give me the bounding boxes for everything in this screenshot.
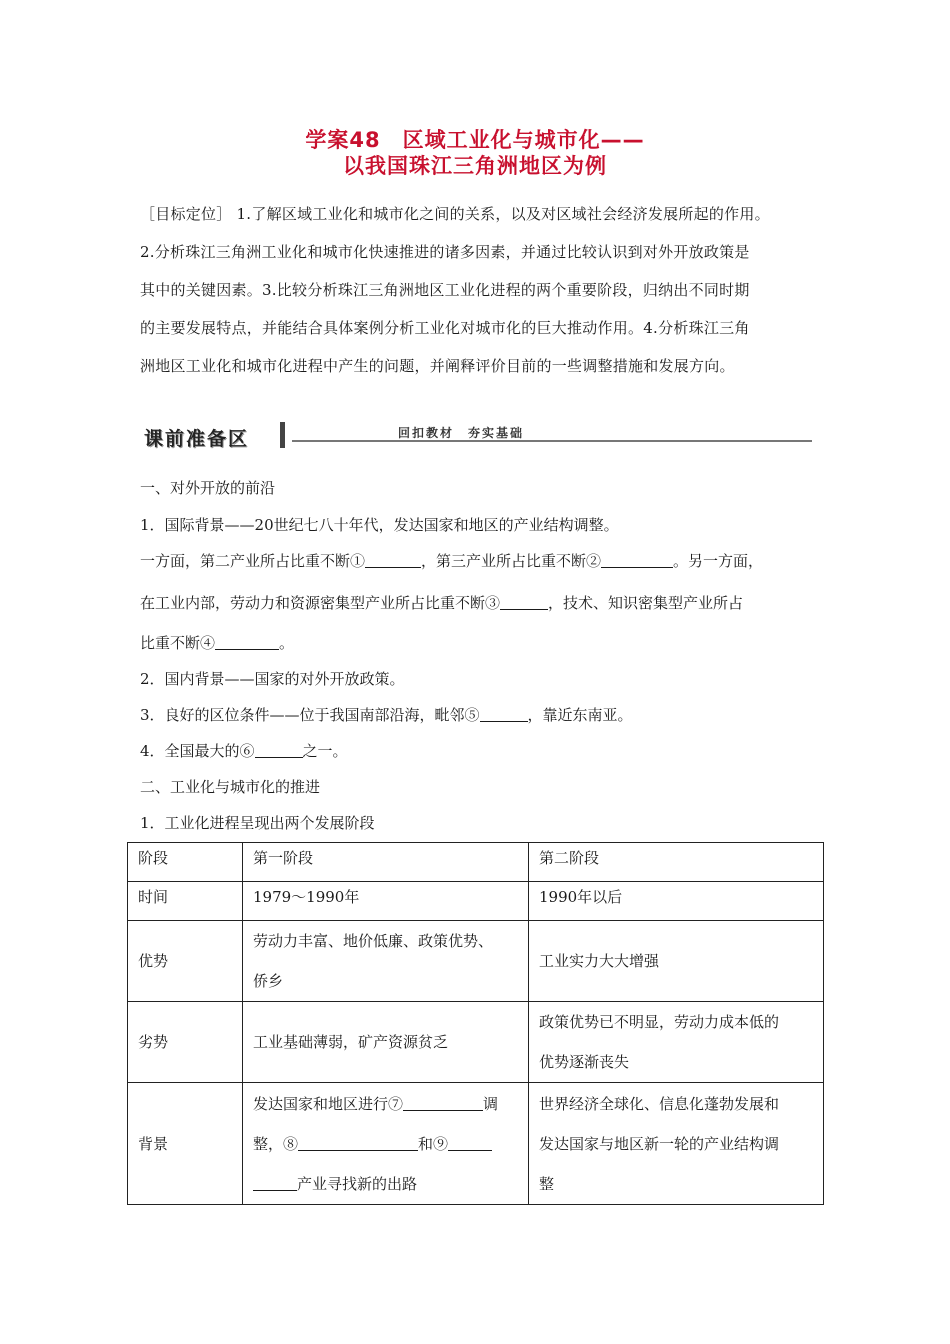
section1-item1: 1．国际背景——20世纪七八十年代，发达国家和地区的产业结构调整。 [140,516,619,534]
table-cell: 背景 [128,1083,243,1205]
banner-divider [280,422,285,448]
section1-item1-line-c [140,633,294,653]
section1-item3 [140,705,633,725]
objective-line-1: ［目标定位］ 1.了解区域工业化和城市化之间的关系，以及对区域社会经济发展所起的作用。 [140,205,770,223]
section1-heading: 一、对外开放的前沿 [140,479,276,497]
table-cell: 优势 [128,921,243,1002]
banner-subtitle: 回扣教材 夯实基础 [398,426,525,440]
fill-blank-8[interactable] [298,1136,418,1151]
cell-line: 侨乡 [253,972,284,990]
page-title-line1: 学案48 区域工业化与城市化—— [305,128,645,152]
section2-item1: 1．工业化进程呈现出两个发展阶段 [140,814,375,832]
section1-item4 [140,741,348,761]
fill-blank-4[interactable] [215,635,279,650]
fill-blank-6[interactable] [255,743,303,758]
table-cell: 工业基础薄弱，矿产资源贫乏 [243,1002,529,1083]
text-segment: 和⑨ [418,1134,449,1153]
fill-blank-2[interactable] [601,553,673,568]
fill-blank-9[interactable] [448,1136,492,1151]
objective-line-4: 的主要发展特点，并能结合具体案例分析工业化对城市化的巨大推动作用。4.分析珠江三角 [140,319,750,337]
text-segment: 调 [483,1094,499,1113]
text-segment: 产业寻找新的出路 [297,1174,418,1193]
table-cell: 劣势 [128,1002,243,1083]
table-row-header [128,843,824,882]
table-cell: 时间 [128,882,243,921]
text-segment: 比重不断④ [140,634,216,652]
table-cell: 第一阶段 [243,843,529,882]
objective-line-5: 洲地区工业化和城市化进程中产生的问题，并阐释评价目前的一些调整措施和发展方向。 [140,357,735,375]
table-cell [243,921,529,1002]
text-segment: 。另一方面， [673,552,764,570]
cell-line: 政策优势已不明显，劳动力成本低的 [539,1013,780,1031]
objective-line-2: 2.分析珠江三角洲工业化和城市化快速推进的诸多因素，并通过比较认识到对外开放政策是 [140,243,750,261]
text-segment: 在工业内部，劳动力和资源密集型产业所占比重不断③ [140,594,501,612]
text-segment: 整，⑧ [253,1134,299,1153]
table-cell [529,1083,824,1205]
table-cell: 1990年以后 [529,882,824,921]
cell-line: 世界经济全球化、信息化蓬勃发展和 [539,1094,780,1113]
text-segment: 3．良好的区位条件——位于我国南部沿海，毗邻⑤ [140,706,480,724]
section1-item1-line-a [140,551,763,571]
cell-line [253,1124,518,1164]
table-row-background [128,1083,824,1205]
section1-item1-line-b [140,593,743,613]
fill-blank-7[interactable] [403,1096,483,1111]
table-cell [243,1083,529,1205]
section2-heading: 二、工业化与城市化的推进 [140,778,321,796]
table-cell: 阶段 [128,843,243,882]
text-segment: 4．全国最大的⑥ [140,742,255,760]
table-row-disadvantage [128,1002,824,1083]
page-title-line2: 以我国珠江三角洲地区为例 [343,154,607,178]
table-cell: 1979～1990年 [243,882,529,921]
text-segment: ，技术、知识密集型产业所占 [548,594,744,612]
fill-blank-1[interactable] [365,553,421,568]
cell-line [253,1164,518,1204]
text-segment: ，第三产业所占比重不断② [421,552,602,570]
text-segment: 发达国家和地区进行⑦ [253,1094,404,1113]
fill-blank-3[interactable] [500,595,548,610]
objective-line-3: 其中的关键因素。3.比较分析珠江三角洲地区工业化进程的两个重要阶段，归纳出不同时期 [140,281,750,299]
stages-table [127,842,824,1205]
table-cell: 第二阶段 [529,843,824,882]
text-segment: ，靠近东南亚。 [527,706,633,724]
cell-line: 优势逐渐丧失 [539,1053,630,1071]
cell-line: 发达国家与地区新一轮的产业结构调 [539,1134,780,1153]
banner-title: 课前准备区 [144,428,250,450]
section1-item2: 2．国内背景——国家的对外开放政策。 [140,670,405,688]
table-cell: 工业实力大大增强 [529,921,824,1002]
fill-blank-5[interactable] [480,707,528,722]
cell-line: 整 [539,1174,555,1193]
text-segment: 一方面，第二产业所占比重不断① [140,552,366,570]
section-banner [140,420,812,452]
table-row-advantage [128,921,824,1002]
table-row-time [128,882,824,921]
text-segment: 。 [279,634,295,652]
text-segment: 之一。 [302,742,348,760]
cell-line [253,1084,518,1124]
fill-blank-9-continued[interactable] [253,1176,297,1191]
banner-rule [292,440,812,442]
cell-line: 劳动力丰富、地价低廉、政策优势、 [253,932,494,950]
table-cell [529,1002,824,1083]
